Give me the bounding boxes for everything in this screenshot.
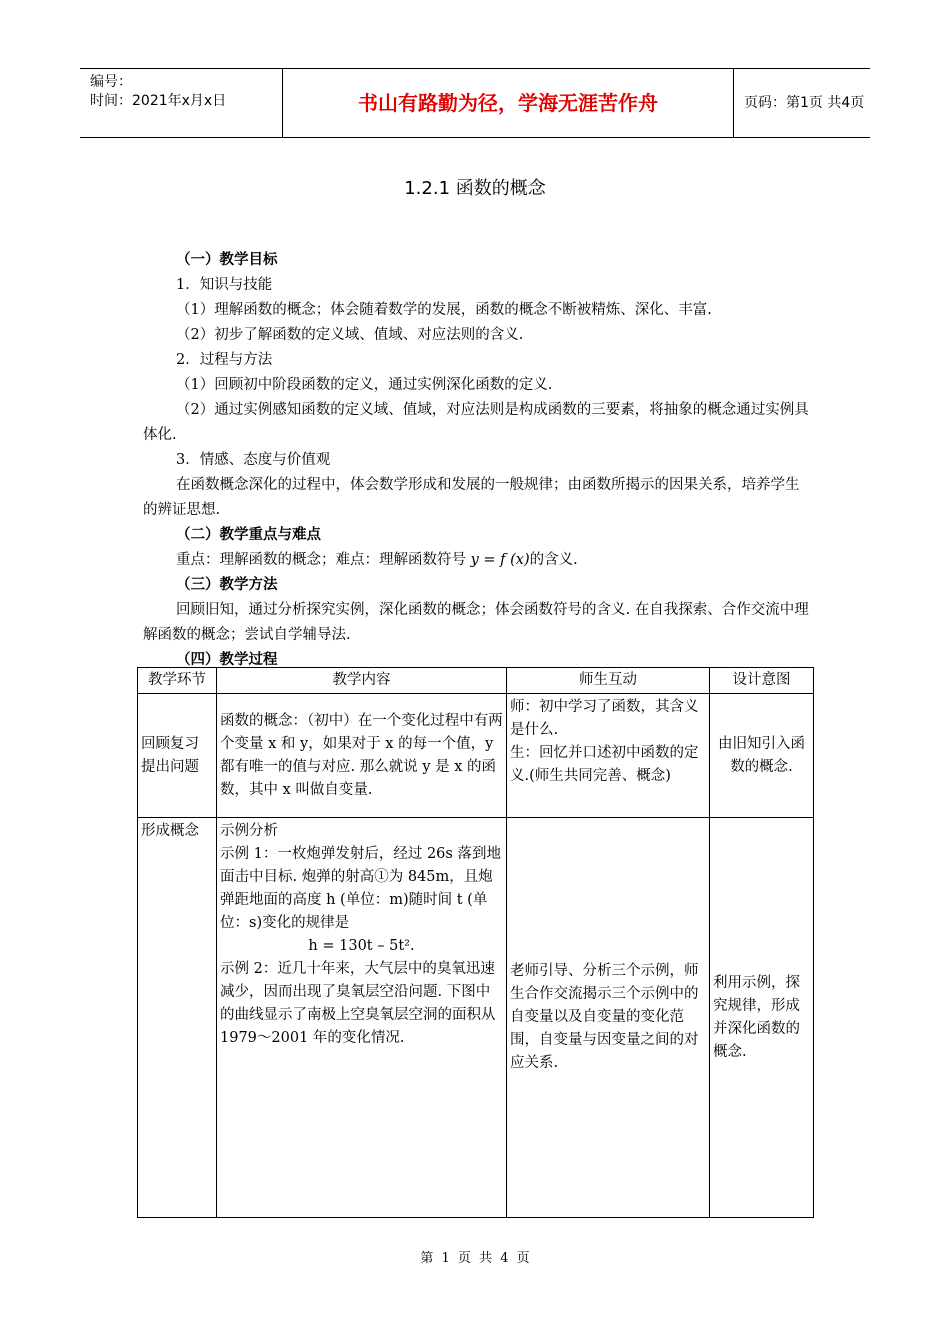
- header-page-label: 页码：第1页 共4页: [744, 95, 865, 111]
- table-header-row: [138, 668, 814, 694]
- interaction-cell: 老师引导、分析三个示例，师生合作交流揭示三个示例中的自变量以及自变量的变化范围，自变量与因变量之间的对应关系.: [507, 818, 710, 1218]
- key-points-text: 重点：理解函数的概念；难点：理解函数符号: [176, 552, 471, 568]
- table-header-cell: 教学内容: [217, 668, 507, 694]
- paragraph: 1．知识与技能: [176, 277, 273, 293]
- doc-date-label: 时间：2021年x月x日: [90, 93, 227, 109]
- teaching-process-table: [137, 667, 813, 1219]
- section-heading: （一）教学目标: [176, 252, 278, 268]
- page-footer: 第 1 页 共 4 页: [420, 1251, 530, 1266]
- section-heading: （四）教学过程: [176, 652, 278, 668]
- intent-cell: 利用示例，探究规律，形成并深化函数的概念.: [710, 818, 814, 1218]
- paragraph: （1）回顾初中阶段函数的定义，通过实例深化函数的定义.: [176, 377, 553, 393]
- key-points-paragraph: [143, 548, 813, 573]
- table-row: [138, 694, 814, 818]
- table-header-cell: 教学环节: [138, 668, 217, 694]
- paragraph: 2．过程与方法: [176, 352, 273, 368]
- stage-cell: 回顾复习提出问题: [138, 694, 217, 818]
- function-notation: y = f (x): [470, 552, 530, 568]
- example-2: 示例 2：近几十年来，大气层中的臭氧迅速减少，因而出现了臭氧层空沿问题. 下图中的曲线显示了南极上空臭氧层空洞的面积从 1979～2001 年的变化情况.: [220, 961, 496, 1046]
- content-cell: [217, 818, 507, 1218]
- example-1: 示例 1：一枚炮弹发射后，经过 26s 落到地面击中目标. 炮弹的射高①为 845m，且炮弹距地面的高度 h (单位：m)随时间 t (单位：s)变化的规律是: [220, 846, 501, 931]
- student-response: 生：回忆并口述初中函数的定义.(师生共同完善、概念): [510, 745, 699, 784]
- teacher-prompt: 师：初中学习了函数，其含义是什么.: [510, 699, 699, 738]
- stage-cell: 形成概念: [138, 818, 217, 1218]
- doc-number-label: 编号：: [90, 74, 132, 90]
- paragraph: 3．情感、态度与价值观: [176, 452, 331, 468]
- paragraph: （2）初步了解函数的定义域、值域、对应法则的含义.: [176, 327, 524, 343]
- content-cell: 函数的概念：（初中）在一个变化过程中有两个变量 x 和 y，如果对于 x 的每一个值，y 都有唯一的值与对应. 那么就说 y 是 x 的函数，其中 x 叫做自变量.: [217, 694, 507, 818]
- table-row: [138, 818, 814, 1218]
- paragraph: 回顾旧知，通过分析探究实例，深化函数的概念；体会函数符号的含义. 在自我探索、合作交流中理解函数的概念；尝试自学辅导法.: [143, 602, 809, 643]
- key-points-end: 的含义.: [529, 552, 578, 568]
- header-info: [80, 69, 282, 137]
- document-body: [143, 248, 813, 673]
- paragraph: （2）通过实例感知函数的定义域、值域，对应法则是构成函数的三要素，将抽象的概念通过实例具体化.: [143, 402, 809, 443]
- interaction-cell: [507, 694, 710, 818]
- page-header: [80, 68, 870, 138]
- intent-cell: 由旧知引入函数的概念.: [710, 694, 814, 818]
- table-header-cell: 设计意图: [710, 668, 814, 694]
- example-heading: 示例分析: [220, 823, 278, 839]
- table-header-cell: 师生互动: [507, 668, 710, 694]
- example-1-formula: h = 130t – 5t².: [308, 938, 415, 954]
- section-heading: （二）教学重点与难点: [176, 527, 321, 543]
- section-heading: （三）教学方法: [176, 577, 278, 593]
- paragraph: 在函数概念深化的过程中，体会数学形成和发展的一般规律；由函数所揭示的因果关系，培养学生的辨证思想.: [143, 477, 800, 518]
- document-title: 1.2.1 函数的概念: [404, 178, 546, 199]
- paragraph: （1）理解函数的概念；体会随着数学的发展，函数的概念不断被精炼、深化、丰富.: [176, 302, 712, 318]
- header-motto: 书山有路勤为径，学海无涯苦作舟: [282, 69, 734, 137]
